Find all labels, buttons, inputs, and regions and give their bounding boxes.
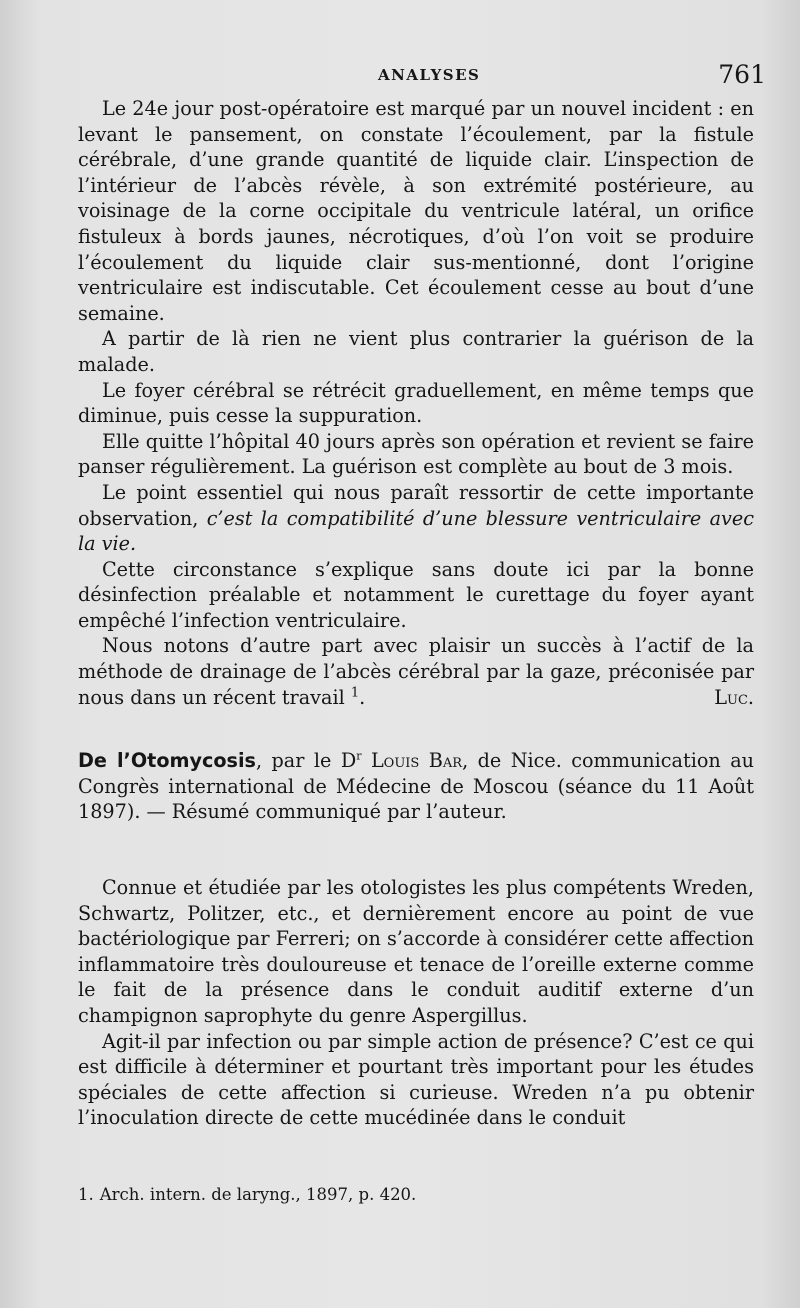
section-title: De l’Otomycosis <box>78 749 256 773</box>
paragraph-otomycosis-question: Agit-il par infection ou par simple action de présence? C’est ce qui est difficile à déterminer et pourtant très important pour les études spéciales de cette affection si curieuse. Wreden n’a pu obtenir l’inoculation directe de cette mucédinée dans le conduit <box>78 1029 754 1130</box>
paragraph-shrinking: Le foyer cérébral se rétrécit graduellement, en même temps que diminue, puis cesse la suppuration. <box>78 378 754 428</box>
page-number: 761 <box>718 60 766 89</box>
paragraph-incident: Le 24e jour post-opératoire est marqué par un nouvel incident : en levant le pansement, on constate l’écoulement, par la fistule cérébrale, d’une grande quantité de liquide clair. L’inspection de l’intérieur de l’abcès révèle, à son extrémité postérieure, au voisinage de la corne occipitale du ventricule latéral, un orifice fistuleux à bords jaunes, nécrotiques, d’où l’on voit se produire l’écoulement du liquide clair sus-mentionné, dont l’origine ventriculaire est indiscutable. Cet écoulement cesse au bout d’une semaine. <box>78 97 754 325</box>
essential-point-emphasis: c’est la compatibilité d’une blessure ventriculaire avec la vie. <box>78 506 754 556</box>
footnote-text: Arch. intern. de laryng., 1897, p. 420. <box>99 1185 417 1204</box>
heading-gap <box>78 825 754 875</box>
section-gap <box>78 710 754 748</box>
section-by: , par le <box>255 749 332 773</box>
paragraph-recovery: A partir de là rien ne vient plus contrarier la guérison de la malade. <box>78 327 754 376</box>
doctor-abbrev: D <box>340 749 357 773</box>
paragraph-drainage: Nous notons d’autre part avec plaisir un succès à l’actif de la méthode de drainage de l’abcès cérébral par la gaze, préconisée par nous dans un récent travail $^1$. Luc. <box>78 634 754 709</box>
doctor-abbrev-sup: r <box>356 749 362 763</box>
paragraph-circumstance: Cette circonstance s’explique sans doute ici par la bonne désinfection préalable et notamment le curettage du foyer ayant empêché l’infection ventriculaire. <box>78 557 754 632</box>
footnote-number: 1. <box>78 1185 94 1204</box>
footnote-reference: 1 <box>350 685 360 701</box>
drainage-text: Nous notons d’autre part avec plaisir un succès à l’actif de la méthode de drainage de l’abcès cérébral par la gaze, préconisée par nous dans un récent travail <box>78 634 754 709</box>
paragraph-otomycosis-intro: Connue et étudiée par les otologistes les plus compétents Wreden, Schwartz, Politzer, etc., et dernièrement encore au point de vue bactériologique par Ferreri; on s’accorde à considérer cette affection inflammatoire très douloureuse et tenace de l’oreille externe comme le fait de la présence dans le conduit auditif externe d’un champignon saprophyte du genre Aspergillus. <box>78 876 754 1027</box>
section-details: , de Nice. communication au Congrès international de Médecine de Moscou (séance du 11 Août 1897). — Résumé communiqué par l’auteur. <box>78 749 754 824</box>
section-heading <box>78 748 754 825</box>
page-header <box>78 62 766 96</box>
section-author: Louis Bar <box>370 749 463 773</box>
running-head: ANALYSES <box>378 66 481 84</box>
footnote <box>78 1184 754 1206</box>
paragraph-essential-point <box>78 480 754 557</box>
essential-point-text: Le point essentiel qui nous paraît ressortir de cette importante observation, <box>78 480 754 530</box>
page-body <box>78 96 754 1131</box>
paragraph-discharge: Elle quitte l’hôpital 40 jours après son opération et revient se faire panser régulièrement. La guérison est complète au bout de 3 mois. <box>78 429 754 479</box>
author-signature: Luc. <box>714 685 754 709</box>
